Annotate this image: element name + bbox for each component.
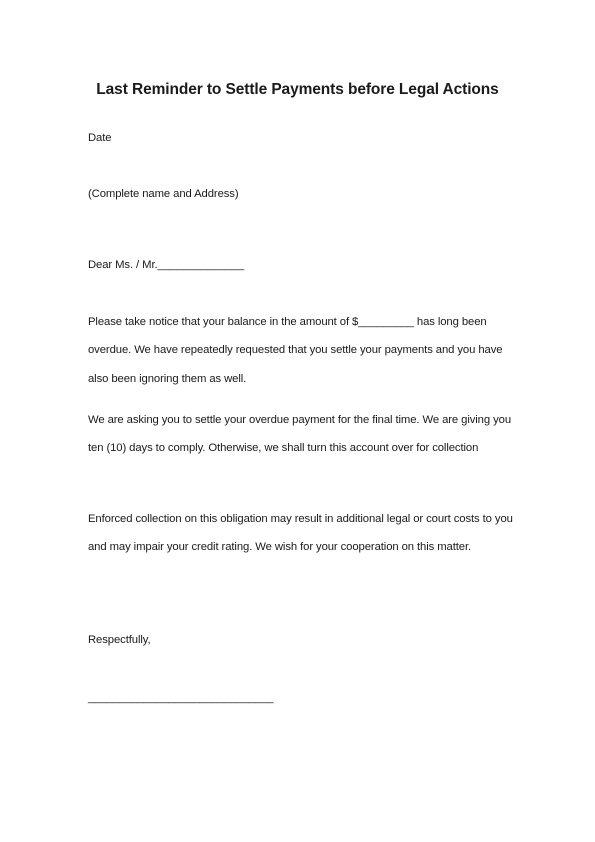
closing: Respectfully,: [88, 634, 151, 646]
salutation: Dear Ms. / Mr.______________: [88, 259, 245, 271]
paragraph-enforced-collection: Enforced collection on this obligation may result in additional legal or court costs to you and may impair your credit rating. We wish for your cooperation on this matter.: [88, 513, 513, 554]
paragraph-final-request: We are asking you to settle your overdue payment for the final time. We are giving you ten (10) days to comply. Otherwise, we shall turn this account over for collection: [88, 414, 511, 455]
date-label: Date: [88, 132, 112, 144]
letter-title: Last Reminder to Settle Payments before Legal Actions: [96, 81, 499, 98]
paragraph-balance-notice: Please take notice that your balance in the amount of $_________ has long been overdue. We have repeatedly requested that you settle your payments and you have also been ignoring them as well.: [88, 316, 503, 385]
recipient-address: (Complete name and Address): [88, 188, 239, 200]
signature-line: ______________________________: [88, 692, 274, 704]
